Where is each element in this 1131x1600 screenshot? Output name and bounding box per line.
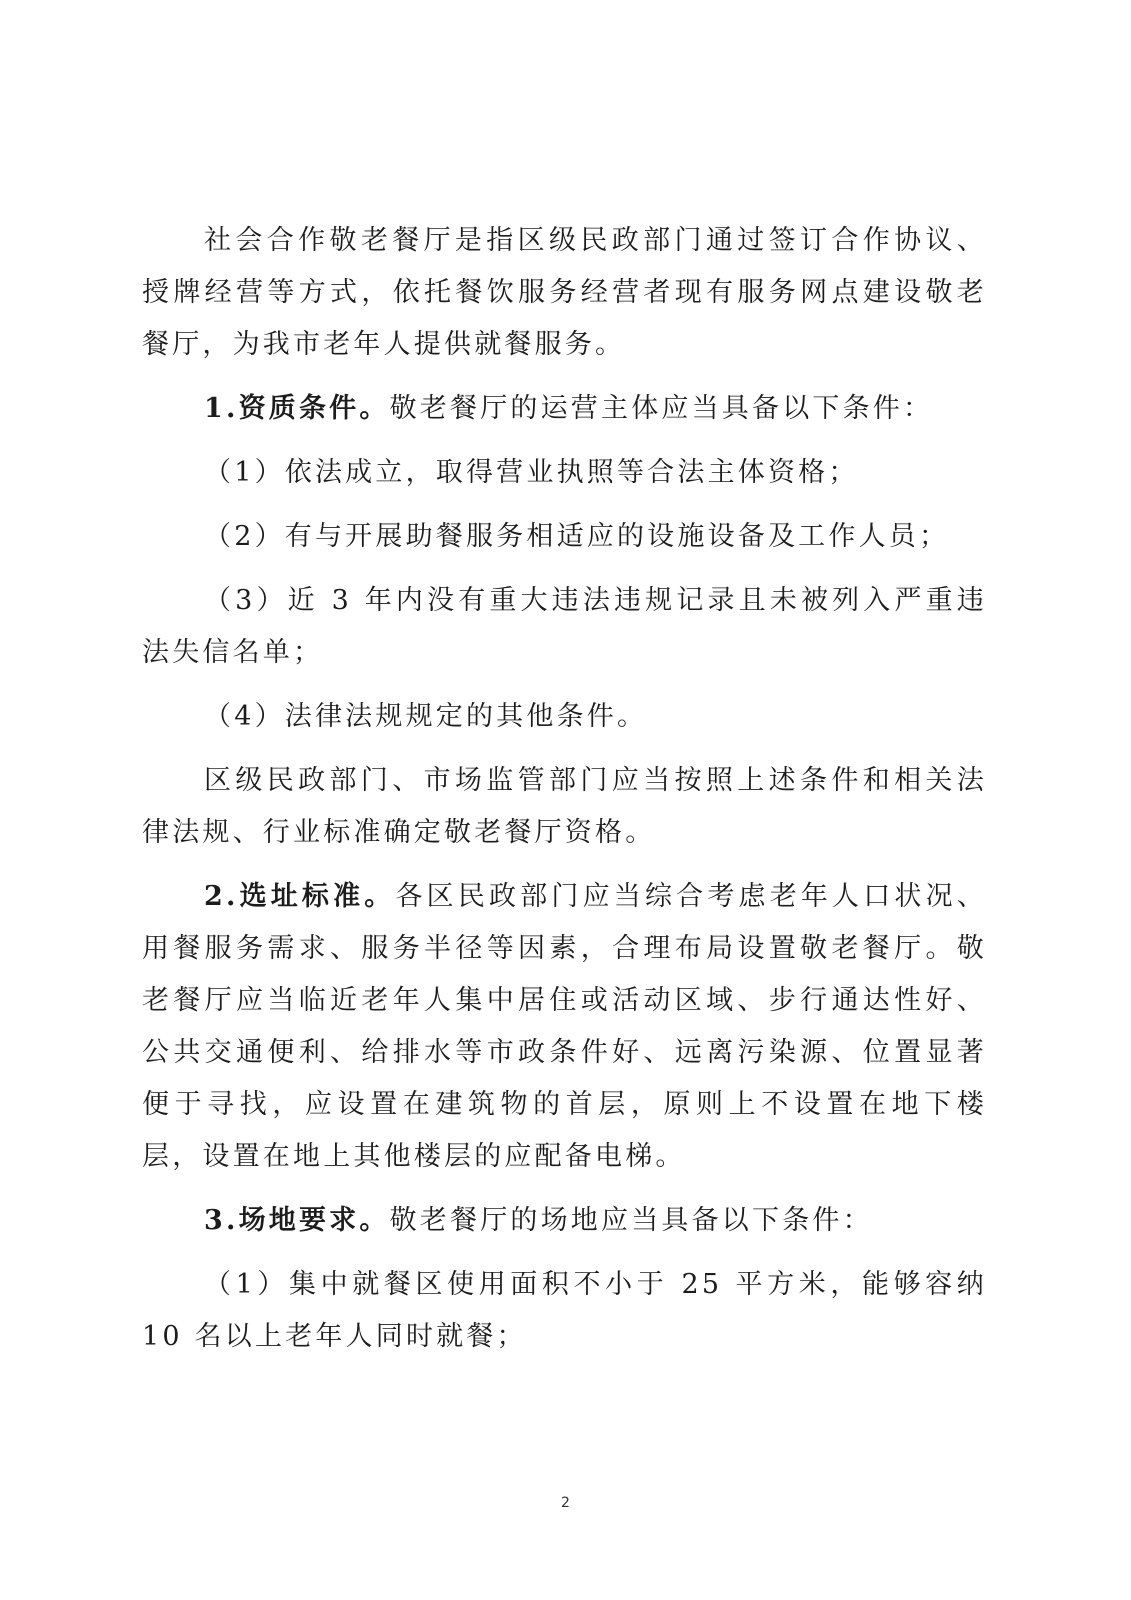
- list-item-qualification-3: （3）近 3 年内没有重大违法违规记录且未被列入严重违法失信名单；: [142, 585, 987, 668]
- paragraph-qualification-note: 区级民政部门、市场监管部门应当按照上述条件和相关法律法规、行业标准确定敬老餐厅资格。: [142, 765, 987, 848]
- page-number: 2: [561, 1495, 570, 1511]
- section-heading-qualification: 1.资质条件。: [204, 393, 390, 424]
- document-body: [142, 215, 987, 1375]
- list-item-qualification-4: （4）法律法规规定的其他条件。: [204, 701, 648, 732]
- section-heading-venue: 3.场地要求。: [204, 1205, 390, 1236]
- list-item-qualification-2: （2）有与开展助餐服务相适应的设施设备及工作人员；: [204, 521, 950, 552]
- section-heading-site-selection: 2.选址标准。: [204, 881, 396, 912]
- paragraph-intro: 社会合作敬老餐厅是指区级民政部门通过签订合作协议、授牌经营等方式，依托餐饮服务经营者现有服务网点建设敬老餐厅，为我市老年人提供就餐服务。: [142, 225, 987, 360]
- paragraph-venue-heading: 3.场地要求。敬老餐厅的场地应当具备以下条件：: [204, 1205, 873, 1236]
- paragraph-site-selection: 2.选址标准。各区民政部门应当综合考虑老年人口状况、用餐服务需求、服务半径等因素，合理布局设置敬老餐厅。敬老餐厅应当临近老年人集中居住或活动区域、步行通达性好、公共交通便利、给排水等市政条件好、远离污染源、位置显著便于寻找，应设置在建筑物的首层，原则上不设置在地下楼层，设置在地上其他楼层的应配备电梯。: [142, 881, 987, 1172]
- list-item-qualification-1: （1）依法成立，取得营业执照等合法主体资格；: [204, 457, 859, 488]
- paragraph-qualification-heading: 1.资质条件。敬老餐厅的运营主体应当具备以下条件：: [204, 393, 934, 424]
- list-item-venue-1: （1）集中就餐区使用面积不小于 25 平方米，能够容纳 10 名以上老年人同时就餐；: [142, 1269, 987, 1352]
